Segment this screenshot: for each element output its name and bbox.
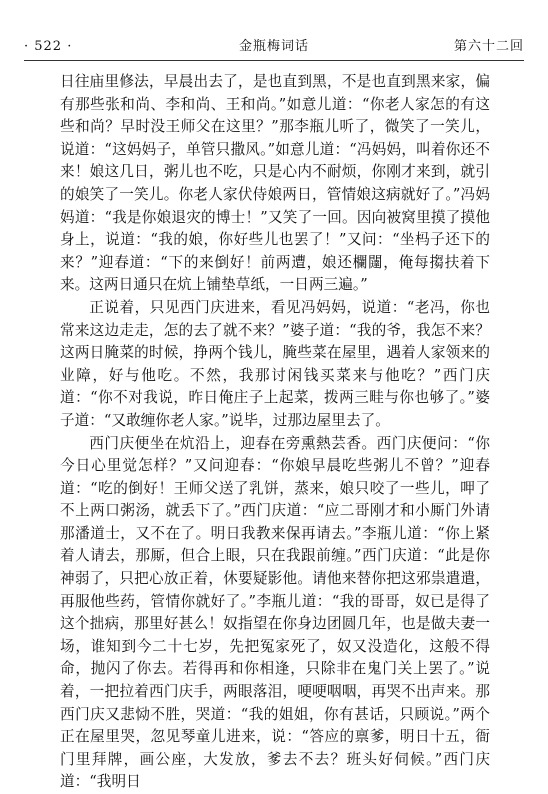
chapter-label: 第六十二回 xyxy=(454,36,524,58)
paragraph: 西门庆便坐在炕沿上，迎春在旁熏熱芸香。西门庆便问：“你今日心里觉怎样？”又问迎春：“你娘早晨吃些粥儿不曾？”迎春道：“吃的倒好！王师父送了乳饼，蒸来，娘只咬了一些儿，呷了不上两口粥汤，就丢下了。”西门庆道：“应二哥刚才和小厮门外请那潘道士，又不在了。明日我教来保再请去。”李瓶儿道：“你上紧着人请去，那厮，但合上眼，只在我跟前缠。”西门庆道：“此是你神弱了，只把心放正着，休要疑影他。请他来替你把这邪祟遣遣，再服他些药，管情你就好了。”李瓶儿道：“我的哥哥，奴已是得了这个拙病，那里好甚么！奴指望在你身边团圆几年，也是做夫妻一场，谁知到今二十七岁，先把冤家死了，奴又没造化，这般不得命，抛闪了你去。若得再和你相逢，只除非在鬼门关上罢了。”说着，一把拉着西门庆手，两眼落泪，哽哽咽咽，再哭不出声来。那西门庆又悲恸不胜，哭道：“我的姐姐，你有甚话，只顾说。”两个正在屋里哭，忽见琴童儿进来，说：“答应的禀爹，明日十五，衙门里拜牌，画公座，大发放，爹去不去？班头好伺候。”西门庆道：“我明日 xyxy=(60,433,490,794)
paragraph: 日往庙里修法，早晨出去了，是也直到黑，不是也直到黑来家，偏有那些张和尚、李和尚、王和尚。”如意儿道：“你老人家怎的有这些和尚？早时没王师父在这里？”那李瓶儿听了，微笑了一笑儿，说道：“这妈妈子，单管只撒风。”如意儿道：“冯妈妈，叫着你还不来！娘这几日，粥儿也不吃，只是心内不耐烦，你刚才来到，就引的娘笑了一笑儿。你老人家伏侍娘两日，管情娘这病就好了。”冯妈妈道：“我是你娘退灾的博士！”又笑了一回。因向被窝里摸了摸他身上，说道：“我的娘，你好些儿也罢了！”又问：“坐杩子还下的来？”迎春道：“下的来倒好！前两遭，娘还欄闥，俺每搊扶着下来。这两日通只在炕上铺垫草纸，一日两三遍。” xyxy=(60,71,490,297)
running-header xyxy=(24,36,524,58)
book-title: 金瓶梅词话 xyxy=(24,36,524,58)
paragraph: 正说着，只见西门庆进来，看见冯妈妈，说道：“老冯，你也常来这边走走，怎的去了就不来？”婆子道：“我的爷，我怎不来？这两日腌菜的时候，挣两个钱儿，腌些菜在屋里，遇着人家领来的业障，好与他吃。不然，我那讨闲钱买菜来与他吃？”西门庆道：“你不对我说，昨日俺庄子上起菜，拨两三畦与你也够了。”婆子道：“又敢缠你老人家。”说毕，过那边屋里去了。 xyxy=(60,297,490,433)
header-rule xyxy=(24,60,524,61)
page-number: · 522 · xyxy=(24,36,72,58)
body-text xyxy=(60,71,490,794)
